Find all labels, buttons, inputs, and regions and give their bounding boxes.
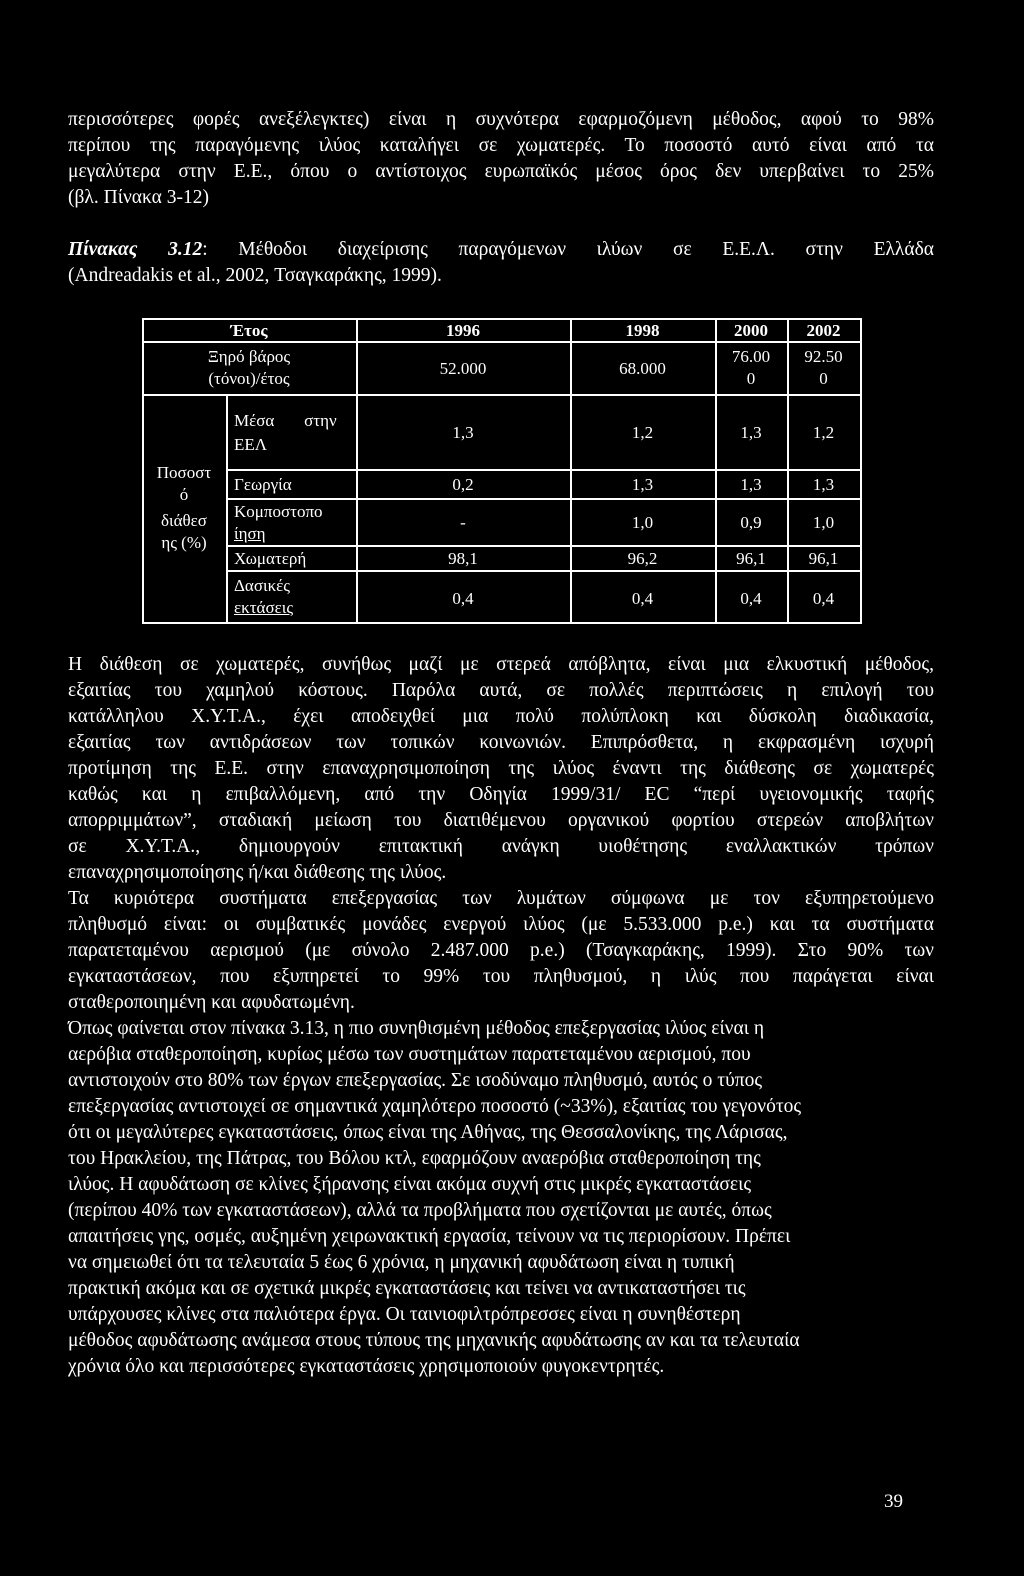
- text-line: σε Χ.Υ.Τ.Α., δημιουργούν επιτακτική ανάγκη υιοθέτησης εναλλακτικών τρόπων: [68, 836, 934, 857]
- dry-weight-label: Ξηρό βάρος: [207, 347, 291, 366]
- row-name: Κομποστοπο: [234, 502, 323, 521]
- text-line: υπάρχουσες κλίνες στα παλιότερα έργα. Οι ταινιοφιλτρόπρεσσες είναι η συνηθέστερη: [68, 1304, 741, 1325]
- row-name: Δασικές: [234, 576, 291, 595]
- year-2000: 2000: [734, 321, 768, 340]
- cell-value: 96,1: [736, 549, 766, 568]
- text-line: εξαιτίας του χαμηλού κόστους. Παρόλα αυτά, σε πολλές περιπτώσεις η επιλογή του: [68, 680, 934, 701]
- caption-source: (Andreadakis et al., 2002, Τσαγκαράκης, 1999).: [68, 265, 442, 286]
- cell-value: 0,9: [740, 513, 762, 532]
- row-name: Χωματερή: [234, 549, 307, 568]
- cell-value: 0,2: [452, 475, 474, 494]
- text-line: Η διάθεση σε χωματερές, συνήθως μαζί με στερεά απόβλητα, είναι μια ελκυστική μέθοδος,: [68, 654, 934, 675]
- text-line: εγκαταστάσεων, που εξυπηρετεί το 99% του πληθυσμού, η ιλύς που παράγεται είναι: [68, 966, 934, 987]
- percent-label-4: ης (%): [161, 533, 207, 552]
- text-line: να σημειωθεί ότι τα τελευταία 5 έως 6 χρόνια, η μηχανική αφυδάτωση είναι η τυπική: [68, 1252, 735, 1273]
- year-header: Έτος: [230, 321, 268, 340]
- text-line: αερόβια σταθεροποίηση, κυρίως μέσω των συστημάτων παρατεταμένου αερισμού, που: [68, 1044, 751, 1065]
- text-line: Όπως φαίνεται στον πίνακα 3.13, η πιο συνηθισμένη μέθοδος επεξεργασίας ιλύος είναι η: [68, 1018, 765, 1039]
- cell-value: 1,2: [631, 423, 654, 442]
- cell-value: 1,3: [631, 475, 654, 494]
- text-line: χρόνια όλο και περισσότερες εγκαταστάσεις χρησιμοποιούν φυγοκεντρητές.: [68, 1356, 665, 1377]
- cell-value: -: [460, 513, 466, 532]
- year-1998: 1998: [625, 321, 660, 340]
- dry-weight-2002: 92.50: [804, 347, 843, 366]
- cell-value: 0,4: [631, 589, 654, 608]
- row-name: ίηση: [234, 524, 266, 543]
- cell-value: 0,4: [452, 589, 474, 608]
- cell-value: 1,3: [812, 475, 835, 494]
- dry-weight-2000: 76.00: [731, 347, 771, 366]
- cell-value: 96,1: [808, 549, 839, 568]
- text-line: παρατεταμένου αερισμού (με σύνολο 2.487.000 p.e.) (Τσαγκαράκης, 1999). Στο 90% των: [68, 940, 934, 961]
- cell-value: 96,2: [627, 549, 658, 568]
- dry-weight-2002-tail: 0: [819, 369, 828, 388]
- intro-paragraph: [68, 107, 934, 211]
- cell-value: 1,0: [631, 513, 654, 532]
- cell-value: 1,3: [452, 423, 474, 442]
- cell-value: 1,2: [812, 423, 835, 442]
- cell-value: 98,1: [448, 549, 478, 568]
- text-line: περίπου της παραγόμενης ιλύος καταλήγει σε χωματερές. Το ποσοστό αυτό είναι από τα: [68, 135, 934, 156]
- text-line: αντιστοιχούν στο 80% των έργων επεξεργασίας. Σε ισοδύναμο πληθυσμό, αυτός ο τύπος: [68, 1070, 763, 1091]
- text-line: μέθοδος αφυδάτωσης ανάμεσα στους τύπους της μηχανικής αφυδάτωσης αν και τα τελευταία: [68, 1330, 800, 1351]
- text-line: περισσότερες φορές ανεξέλεγκτες) είναι η συχνότερα εφαρμοζόμενη μέθοδος, αφού το 98%: [68, 109, 934, 130]
- percent-label-3: διάθεσ: [161, 511, 207, 530]
- text-line: ότι οι μεγαλύτερες εγκαταστάσεις, όπως είναι της Αθήνας, της Θεσσαλονίκης, της Λάρισας,: [68, 1122, 788, 1143]
- text-line: πρακτική ακόμα και σε σχετικά μικρές εγκαταστάσεις και τείνει να αντικαταστήσει τις: [68, 1278, 746, 1299]
- row-name: ΕΕΛ: [234, 435, 268, 454]
- text-line: επεξεργασίας αντιστοιχεί σε σημαντικά χαμηλότερο ποσοστό (~33%), εξαιτίας του γεγονότος: [68, 1096, 802, 1117]
- text-line: μεγαλύτερα στην Ε.Ε., όπου ο αντίστοιχος ευρωπαϊκός μέσος όρος δεν υπερβαίνει το 25%: [68, 161, 934, 182]
- year-1996: 1996: [446, 321, 480, 340]
- cell-value: 1,0: [812, 513, 835, 532]
- body-text: [68, 652, 934, 1380]
- row-name: εκτάσεις: [234, 598, 294, 617]
- text-line: προτίμηση της Ε.Ε. στην επαναχρησιμοποίηση της ιλύος έναντι της διάθεσης σε χωματερές: [68, 758, 934, 779]
- cell-value: 1,3: [740, 423, 762, 442]
- text-line: (περίπου 40% των εγκαταστάσεων), αλλά τα προβλήματα που σχετίζονται με αυτές, όπως: [68, 1200, 772, 1221]
- text-line: ιλύος. Η αφυδάτωση σε κλίνες ξήρανσης είναι ακόμα συχνή στις μικρές εγκαταστάσεις: [68, 1174, 752, 1195]
- dry-weight-unit: (τόνοι)/έτος: [208, 369, 290, 388]
- text-line: πληθυσμό είναι: οι συμβατικές μονάδες ενεργού ιλύος (με 5.533.000 p.e.) και τα συστήματα: [68, 914, 934, 935]
- dry-weight-1996: 52.000: [439, 359, 487, 378]
- text-line: καθώς και η επιβαλλόμενη, από την Οδηγία 1999/31/ EC “περί υγειονομικής ταφής: [68, 784, 934, 805]
- text-line: κατάλληλου Χ.Υ.Τ.Α., έχει αποδειχθεί μια πολύ πολύπλοκη και δύσκολη διαδικασία,: [68, 706, 934, 727]
- row-name: Γεωργία: [234, 475, 292, 494]
- methods-table: [142, 318, 862, 624]
- text-line: (βλ. Πίνακα 3-12): [68, 187, 209, 208]
- percent-label-2: ό: [179, 485, 189, 504]
- cell-value: 0,4: [812, 589, 835, 608]
- cell-value: 1,3: [740, 475, 762, 494]
- text-line: απαιτήσεις γης, οσμές, αυξημένη χειρωνακτική εργασία, τείνουν να τις περιορίσουν. Πρέπει: [68, 1226, 791, 1247]
- text-line: επαναχρησιμοποίησης ή/και διάθεσης της ιλύος.: [68, 862, 447, 883]
- text-line: του Ηρακλείου, της Πάτρας, του Βόλου κτλ, εφαρμόζουν αναερόβια σταθεροποίηση της: [68, 1148, 761, 1169]
- caption-title: : Μέθοδοι διαχείρισης παραγόμενων ιλύων σε Ε.Ε.Λ. στην Ελλάδα: [202, 239, 935, 260]
- text-line: απορριμμάτων”, σταδιακή μείωση του διατιθέμενου οργανικού φορτίου στερεών αποβλήτων: [68, 810, 934, 831]
- row-name: Μέσα στην: [234, 411, 337, 430]
- dry-weight-1998: 68.000: [619, 359, 666, 378]
- page-number: 39: [884, 1491, 903, 1512]
- dry-weight-2000-tail: 0: [746, 369, 756, 388]
- text-line: σταθεροποιημένη και αφυδατωμένη.: [68, 992, 355, 1013]
- cell-value: 0,4: [740, 589, 762, 608]
- text-line: εξαιτίας των αντιδράσεων των τοπικών κοινωνιών. Επιπρόσθετα, η εκφρασμένη ισχυρή: [68, 732, 934, 753]
- table-caption: [68, 237, 934, 289]
- percent-label-1: Ποσοστ: [156, 463, 212, 482]
- caption-label: Πίνακας 3.12: [68, 239, 203, 260]
- year-2002: 2002: [806, 321, 841, 340]
- text-line: Τα κυριότερα συστήματα επεξεργασίας των λυμάτων σύμφωνα με τον εξυπηρετούμενο: [68, 888, 934, 909]
